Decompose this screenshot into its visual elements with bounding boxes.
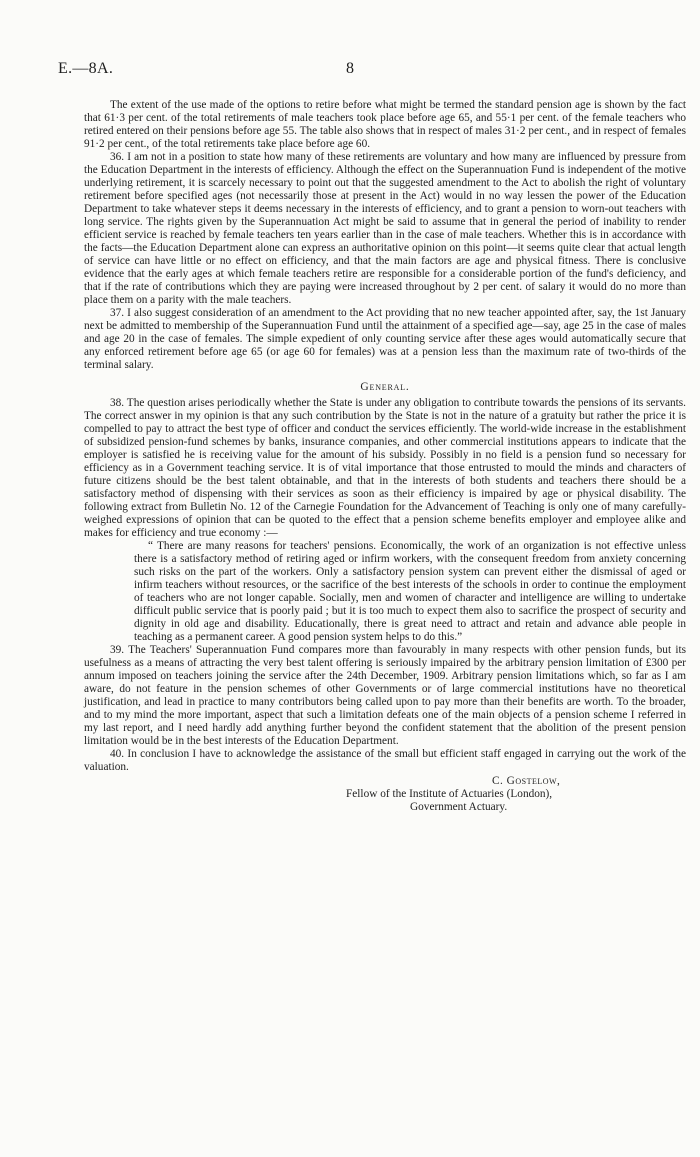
quote-text: “ There are many reasons for teachers' pensions. Economically, the work of an organization is not effective unless there is a satisfactory method of retiring aged or infirm workers, with the consequent freedom from anxiety concerning such risks on the part of the workers. Only a satisfactory pension system can prevent either the dismissal of aged or infirm teachers without resources, or the sacrifice of the best interests of the schools in order to continue the employment of teachers who are not longer capable. Socially, men and women of character and intelligence are willing to undertake difficult public service that is poorly paid ; but it is too much to expect them also to sacrifice the prospect of security and dignity in old age and disability. Educationally, there is great need to attract and retain and advance able people in teaching as a permanent career. A good pension system helps to do this.”	[134, 540, 686, 643]
paragraph-35: The extent of the use made of the options to retire before what might be termed the standard pension age is shown by the fact that 61·3 per cent. of the total retirements of male teachers took place before age 65, and 55·1 per cent. of the female teachers who retired entered on their pensions before age 55. The table also shows that in respect of males 31·2 per cent., and in respect of females 91·2 per cent., of the total retirements take place before age 60.	[84, 99, 686, 150]
paragraph-38: 38. The question arises periodically whether the State is under any obligation to contribute towards the pensions of its servants. The correct answer in my opinion is that any such contribution by the State is not in the nature of a gratuity but rather the price it is compelled to pay to attract the best type of officer and conduct the services efficiently. The world-wide increase in the establishment of subsidized pension-fund schemes by banks, insurance companies, and other commercial institutions appears to indicate that the employer is satisfied he is receiving value for the amount of his subsidy. Possibly in no field is a pension fund so necessary for efficiency as in a Government teaching service. It is of vital importance that those entrusted to mould the minds and characters of future citizens should be the best talent obtainable, and that in the interests of both students and teachers there should be a satisfactory method of dispensing with their services as soon as their efficiency is impaired by age or physical disability. The following extract from Bulletin No. 12 of the Carnegie Foundation for the Advancement of Teaching is only one of many carefully-weighed expressions of opinion that can be quoted to the effect that a pension scheme benefits employer and employee alike and makes for efficiency and true economy :—	[84, 397, 686, 539]
paragraph-37: 37. I also suggest consideration of an amendment to the Act providing that no new teacher appointed after, say, the 1st January next be admitted to membership of the Superannuation Fund until the attainment of a specified age—say, age 25 in the case of males and age 20 in the case of females. The simple expedient of only counting service after these ages would automatically secure that any enforced retirement before age 65 (or age 60 for females) was at a pension less than the maximum rate of two-thirds of the terminal salary.	[84, 307, 686, 371]
paragraph-39: 39. The Teachers' Superannuation Fund compares more than favourably in many respects with other pension funds, but its usefulness as a means of attracting the very best talent offering is seriously impaired by the arbitrary pension limitation of £300 per annum imposed on teachers joining the service after the 24th December, 1909. Arbitrary pension limitations which, so far as I am aware, do not feature in the pension schemes of other Governments or of large commercial institutions have no theoretical justification, and lead in practice to many contributors being called upon to pay more than their benefits are worth. To the broader, and to my mind the more important, aspect that such a limitation defeats one of the main objects of a pension scheme I referred in my last report, and I need hardly add anything further beyond the confident statement that the abolition of the present pension limitation would be in the best interests of the Education Department.	[84, 644, 686, 747]
section-heading-general: General.	[360, 381, 410, 393]
document-reference: E.—8A.	[58, 60, 114, 77]
signatory-fellowship: Fellow of the Institute of Actuaries (London),	[346, 788, 553, 800]
paragraph-40: 40. In conclusion I have to acknowledge the assistance of the small but efficient staff engaged in carrying out the work of the valuation.	[84, 748, 686, 773]
body-text	[84, 99, 686, 814]
paragraph-36: 36. I am not in a position to state how many of these retirements are voluntary and how many are influenced by pressure from the Education Department in the interests of efficiency. Although the effect on the Superannuation Fund is independent of the motive underlying retirement, it is scarcely necessary to point out that the suggested amendment to the Act to abolish the right of voluntary retirement before specified ages (not necessarily those at present in the Act) would in no way lessen the power of the Education Department to take whatever steps it deems necessary in the interests of efficiency, and to grant a pension to worn-out teachers with long service. The rights given by the Superannuation Act might be said to assume that in general the period of inability to render efficient service is reached by female teachers ten years earlier than in the case of male teachers. Whether this is in accordance with the facts—the Education Department alone can express an authoritative opinion on this point—it seems quite clear that actual length of service can have little or no effect on efficiency, and that the main factors are age and physical fitness. There is conclusive evidence that the early ages at which female teachers retire are responsible for a considerable portion of the fund's deficiency, and that if the rate of contributions which they are paying were increased throughout by 2 per cent. of salary it would do no more than place them on a parity with the male teachers.	[84, 151, 686, 306]
signature-block	[84, 775, 686, 814]
page-number: 8	[346, 60, 354, 77]
page-header	[58, 60, 642, 82]
carnegie-quote	[134, 540, 686, 644]
signatory-title: Government Actuary.	[410, 801, 508, 813]
signatory-name: C. Gostelow,	[492, 775, 561, 787]
